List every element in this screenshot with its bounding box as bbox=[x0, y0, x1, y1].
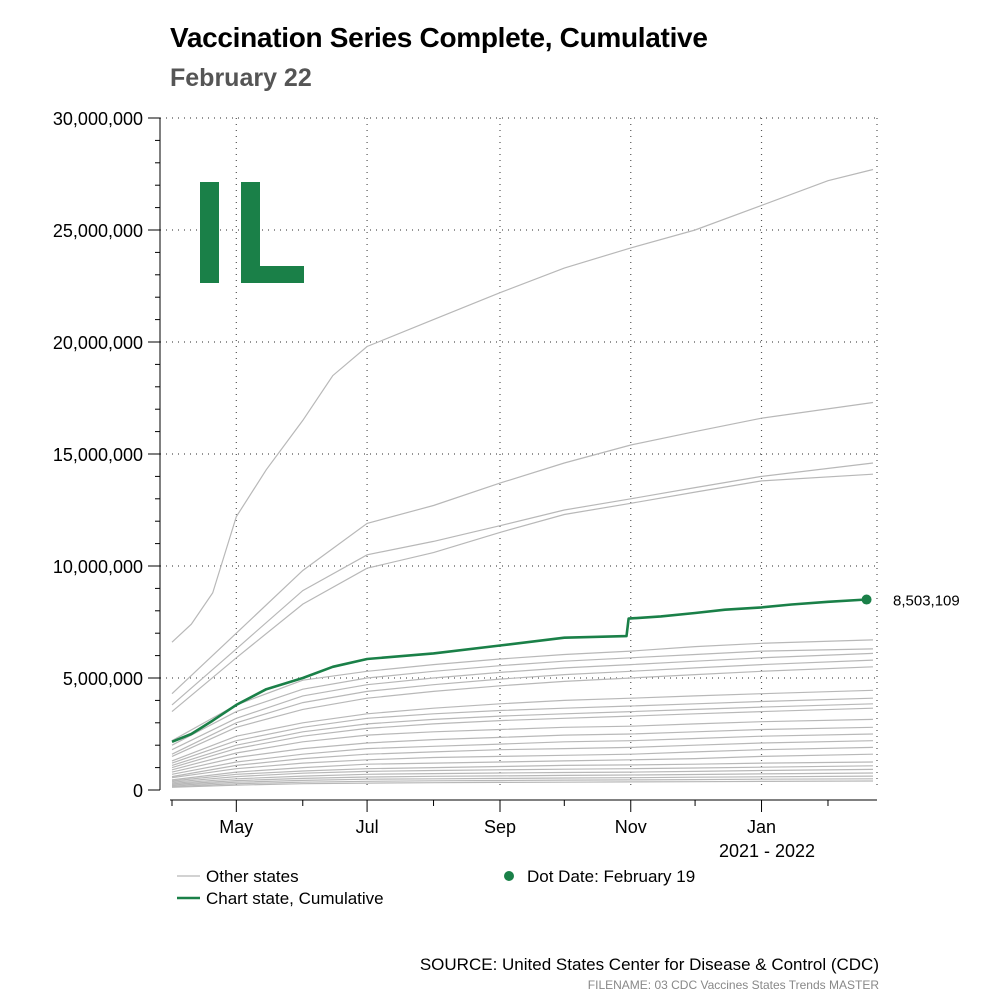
legend-other-label: Other states bbox=[206, 867, 299, 886]
dot-date-marker bbox=[862, 595, 872, 605]
other-state-line bbox=[172, 719, 873, 769]
legend-dot-label: Dot Date: February 19 bbox=[527, 867, 696, 886]
other-state-line bbox=[172, 403, 873, 694]
y-tick-label: 20,000,000 bbox=[52, 333, 143, 353]
y-tick-label: 30,000,000 bbox=[52, 109, 143, 129]
y-tick-label: 25,000,000 bbox=[52, 221, 143, 241]
y-tick-label: 0 bbox=[132, 781, 143, 801]
state-label-glyph-l-foot bbox=[241, 266, 304, 283]
legend-chart-state-label: Chart state, Cumulative bbox=[206, 889, 384, 908]
x-axis-label: 2021 - 2022 bbox=[718, 841, 816, 861]
other-state-line bbox=[172, 640, 873, 741]
y-tick-label: 10,000,000 bbox=[52, 557, 143, 577]
other-states-lines bbox=[172, 170, 873, 788]
other-state-line bbox=[172, 698, 873, 763]
state-label bbox=[200, 182, 304, 283]
x-tick-label: Jul bbox=[355, 817, 379, 837]
other-state-line bbox=[172, 734, 873, 774]
x-tick-label: Jan bbox=[747, 817, 777, 837]
axes bbox=[53, 109, 877, 861]
chart-subtitle: February 22 bbox=[170, 64, 312, 92]
other-state-line bbox=[172, 781, 873, 787]
dot-value-label: 8,503,109 bbox=[893, 592, 960, 610]
other-state-line bbox=[172, 170, 873, 643]
other-state-line bbox=[172, 463, 873, 705]
chart-title: Vaccination Series Complete, Cumulative bbox=[170, 22, 708, 53]
x-tick-label: Nov bbox=[614, 817, 647, 837]
source-note: SOURCE: United States Center for Disease & Control (CDC) bbox=[419, 955, 879, 974]
x-tick-label: Sep bbox=[483, 817, 517, 837]
other-state-line bbox=[172, 649, 873, 745]
other-state-line bbox=[172, 708, 873, 767]
state-label-glyph-i bbox=[200, 182, 219, 283]
y-tick-label: 15,000,000 bbox=[52, 445, 143, 465]
other-state-line bbox=[172, 474, 873, 711]
filename-note: FILENAME: 03 CDC Vaccines States Trends MASTER bbox=[587, 978, 879, 992]
y-tick-label: 5,000,000 bbox=[62, 669, 143, 689]
legend-dot-swatch bbox=[504, 871, 514, 881]
x-tick-label: May bbox=[219, 817, 254, 837]
legend bbox=[177, 867, 695, 908]
